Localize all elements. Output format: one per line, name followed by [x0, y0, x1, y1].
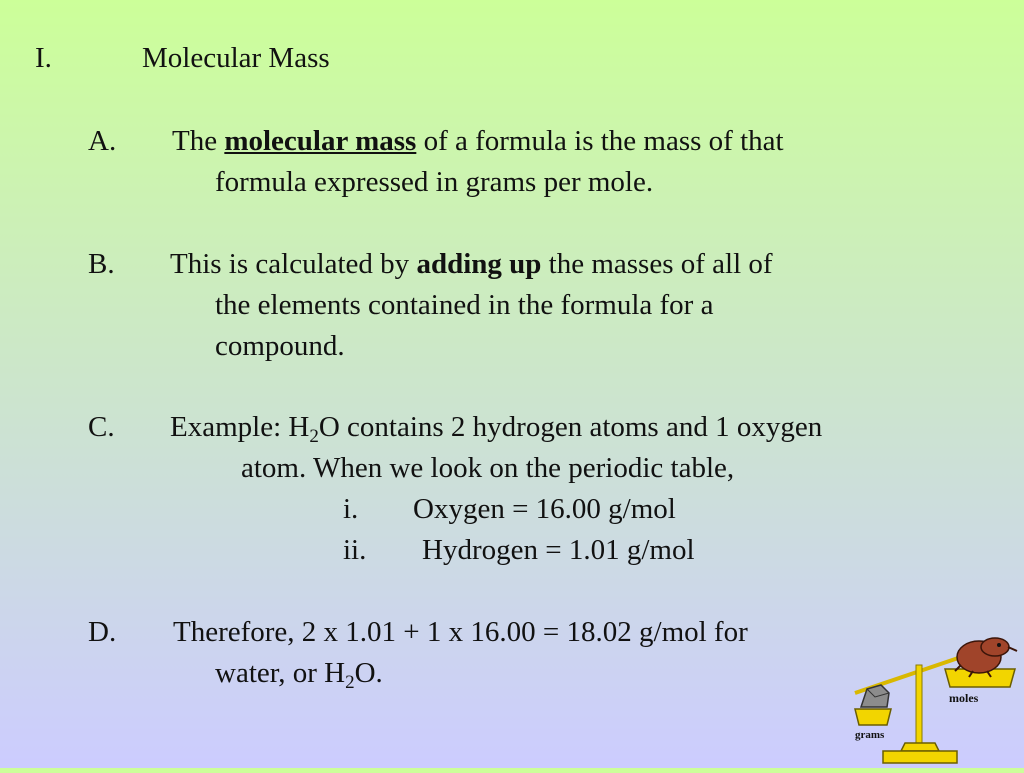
sub-item-num: i.: [343, 493, 359, 525]
point-c-line1: [170, 410, 823, 447]
point-a-pre: The: [172, 125, 218, 157]
sub-item-oxygen: Oxygen = 16.00 g/mol: [413, 493, 676, 525]
point-a-letter: A.: [88, 125, 117, 157]
point-b-pre: This is calculated by: [170, 248, 410, 280]
section-heading: [35, 41, 52, 75]
section-title: Molecular Mass: [142, 42, 330, 74]
point-c-line2: atom. When we look on the periodic table,: [241, 452, 735, 484]
point-a-line1: [172, 124, 784, 158]
point-d-line2: [215, 656, 383, 693]
point-b-letter: B.: [88, 248, 115, 280]
scale-foot: [883, 751, 957, 763]
balance-right-label: moles: [949, 691, 979, 705]
term-adding-up: adding up: [416, 248, 542, 280]
point-b-post: the masses of all of: [548, 248, 773, 280]
scale-base: [901, 743, 939, 751]
point-d-letter: D.: [88, 616, 117, 648]
balance-scale-graphic: [845, 625, 1024, 768]
point-d-post: O.: [354, 657, 383, 689]
balance-scale-mole-icon: [845, 625, 1024, 773]
point-b-line2: the elements contained in the formula for a: [215, 289, 714, 321]
point-a-post: of a formula is the mass of that: [423, 125, 784, 157]
point-c-pre: Example: H: [170, 411, 310, 443]
point-d-pre: water, or H: [215, 657, 346, 689]
point-c-subscript: 2: [309, 426, 319, 447]
point-b-line3: compound.: [215, 330, 345, 362]
point-d-subscript: 2: [345, 672, 355, 693]
point-d-line1: Therefore, 2 x 1.01 + 1 x 16.00 = 18.02 g/mol for: [173, 616, 748, 648]
scale-post: [916, 665, 922, 755]
point-c-letter: C.: [88, 411, 115, 443]
point-b-line1: [170, 247, 773, 281]
sub-item-hydrogen: Hydrogen = 1.01 g/mol: [422, 534, 695, 566]
term-molecular-mass: molecular mass: [224, 125, 417, 157]
point-c-post: O contains 2 hydrogen atoms and 1 oxygen: [318, 411, 823, 443]
section-number: I.: [35, 42, 52, 74]
sub-item-num: ii.: [343, 534, 367, 566]
point-a-line2: formula expressed in grams per mole.: [215, 166, 654, 198]
balance-left-label: grams: [855, 729, 885, 741]
left-pan: [855, 709, 891, 725]
